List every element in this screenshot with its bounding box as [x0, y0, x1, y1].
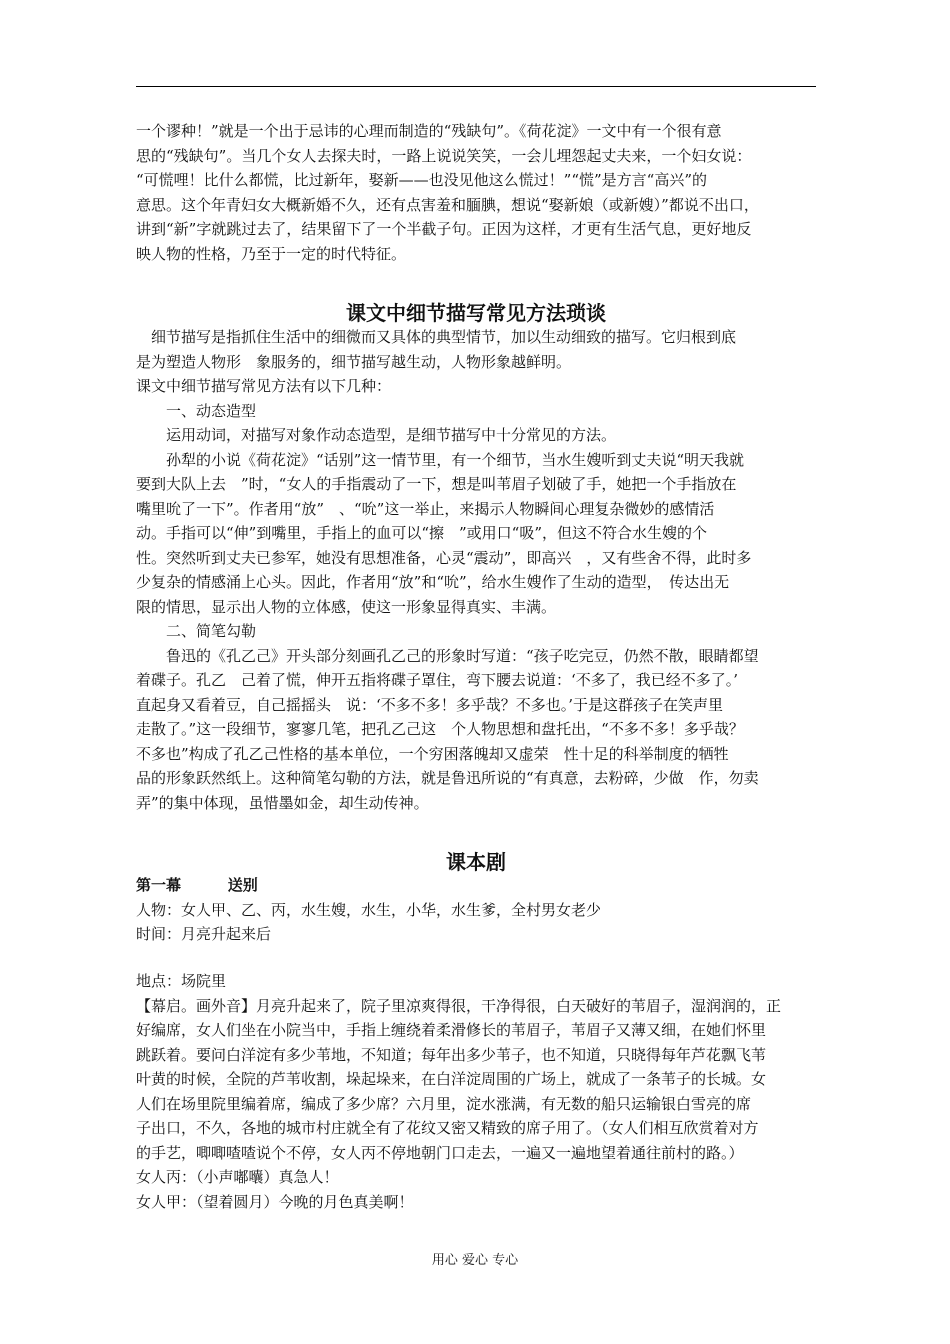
- section2-title: 课文中细节描写常见方法琐谈: [346, 301, 606, 325]
- text-line: 的手艺，唧唧喳喳说个不停，女人丙不停地朝门口走去，一遍又一遍地望着通往前村的路。）: [136, 1143, 744, 1162]
- header-rule: [136, 86, 816, 87]
- text-line: 讲到“新”字就跳过去了，结果留下了一个半截子句。正因为这样，才更有生活气息，更好地反: [136, 220, 752, 238]
- text-line: 性。突然听到丈夫已参军，她没有思想准备，心灵“震动”，即高兴 ，又有些舍不得，此时多: [136, 548, 752, 567]
- dialogue-line: 女人甲：（望着圆月）今晚的月色真美啊！: [136, 1192, 414, 1211]
- text-line: 课文中细节描写常见方法有以下几种：: [136, 377, 392, 395]
- text-line: 二、简笔勾勒: [136, 622, 257, 640]
- text-line: 叶黄的时候，全院的芦苇收割，垛起垛来，在白洋淀周围的广场上，就成了一条苇子的长城。女: [136, 1070, 767, 1088]
- text-line: 一、动态造型: [136, 401, 257, 420]
- text-line: 好编席，女人们坐在小院当中，手指上缠绕着柔滑修长的苇眉子，苇眉子又薄又细，在她们怀里: [136, 1021, 767, 1039]
- text-line: 是为塑造人物形 象服务的，细节描写越生动，人物形象越鲜明。: [136, 352, 572, 371]
- page-footer: 用心 爱心 专心: [431, 1253, 519, 1268]
- text-line: 【幕启。画外音】月亮升起来了，院子里凉爽得很，干净得很，白天破好的苇眉子，湿润润的，正: [136, 996, 782, 1015]
- text-line: 鲁迅的《孔乙己》开头部分刻画孔乙己的形象时写道：“孩子吃完豆，仍然不散，眼睛都望: [136, 646, 759, 665]
- text-line: 走散了。”这一段细节，寥寥几笔，把孔乙己这 个人物思想和盘托出，“不多不多！多乎哉？: [136, 720, 744, 738]
- text-line: 孙犁的小说《荷花淀》“话别”这一情节里，有一个细节，当水生嫂听到丈夫说“明天我就: [136, 450, 745, 469]
- text-line: 弄”的集中体现，虽惜墨如金，却生动传神。: [136, 793, 429, 812]
- act-number: 第一幕: [136, 876, 182, 894]
- section3-body: [136, 969, 816, 1214]
- text-line: 一个谬种！”就是一个出于忌讳的心理而制造的“残缺句”。《荷花淀》一文中有一个很有意: [136, 122, 722, 140]
- text-line: 细节描写是指抓住生活中的细微而又具体的典型情节，加以生动细致的描写。它归根到底: [136, 328, 737, 346]
- text-line: 思的“残缺句”。当几个女人去探夫时，一路上说说笑笑，一会儿埋怨起丈夫来，一个妇女说：: [136, 146, 752, 165]
- text-line: 限的情思，显示出人物的立体感，使这一形象显得真实、丰满。: [136, 597, 557, 616]
- text-line: “可慌哩！比什么都慌，比过新年，娶新——也没见他这么慌过！”“慌”是方言“高兴”的: [136, 171, 708, 189]
- time-line: 时间：月亮升起来后: [136, 925, 272, 943]
- section3-header: [136, 873, 816, 947]
- text-line: 着碟子。孔乙 己着了慌，伸开五指将碟子罩住，弯下腰去说道：‘不多了，我已经不多了。’: [136, 671, 739, 689]
- act-name: 送别: [227, 876, 258, 894]
- text-line: 不多也”构成了孔乙己性格的基本单位，一个穷困落魄却又虚荣 性十足的科举制度的牺牲: [136, 744, 729, 763]
- dialogue-line: 女人丙：（小声嘟囔）真急人！: [136, 1168, 339, 1186]
- text-line: 子出口，不久，各地的城市村庄就全有了花纹又密又精致的席子用了。（女人们相互欣赏着对方: [136, 1119, 759, 1137]
- text-line: 跳跃着。要问白洋淀有多少苇地，不知道；每年出多少苇子，也不知道，只晓得每年芦花飘飞苇: [136, 1045, 767, 1064]
- text-line: 人们在场里院里编着席，编成了多少席？六月里，淀水涨满，有无数的船只运输银白雪亮的席: [136, 1094, 752, 1113]
- text-line: 意思。这个年青妇女大概新婚不久，还有点害羞和腼腆，想说“娶新娘（或新嫂）”都说不出口，: [136, 195, 759, 214]
- text-line: 嘴里吮了一下”。作者用“放” 、“吮”这一举止，来揭示人物瞬间心理复杂微妙的感情活: [136, 499, 715, 518]
- text-line: 动。手指可以“伸”到嘴里，手指上的血可以“擦 ”或用口“吸”，但这不符合水生嫂的个: [136, 524, 708, 542]
- characters-line: 人物：女人甲、乙、丙，水生嫂，水生，小华，水生爹，全村男女老少: [136, 900, 602, 919]
- act-heading: [136, 873, 816, 898]
- section3-title: 课本剧: [446, 850, 506, 874]
- text-line: 品的形象跃然纸上。这种简笔勾勒的方法，就是鲁迅所说的“有真意，去粉碎，少做 作，勿卖: [136, 769, 759, 787]
- section1-paragraph: [136, 119, 816, 266]
- text-line: 要到大队上去 ”时，“女人的手指震动了一下，想是叫苇眉子划破了手，她把一个手指放在: [136, 475, 737, 493]
- place-line: 地点：场院里: [136, 972, 227, 990]
- text-line: 运用动词，对描写对象作动态造型，是细节描写中十分常见的方法。: [136, 426, 617, 444]
- section2-body: [136, 325, 816, 815]
- text-line: 少复杂的情感涌上心头。因此，作者用“放”和“吮”，给水生嫂作了生动的造型， 传达出无: [136, 573, 730, 591]
- text-line: 映人物的性格，乃至于一定的时代特征。: [136, 244, 407, 263]
- text-line: 直起身又看着豆，自己摇摇头 说：‘不多不多！多乎哉？不多也。’于是这群孩子在笑声里: [136, 695, 724, 714]
